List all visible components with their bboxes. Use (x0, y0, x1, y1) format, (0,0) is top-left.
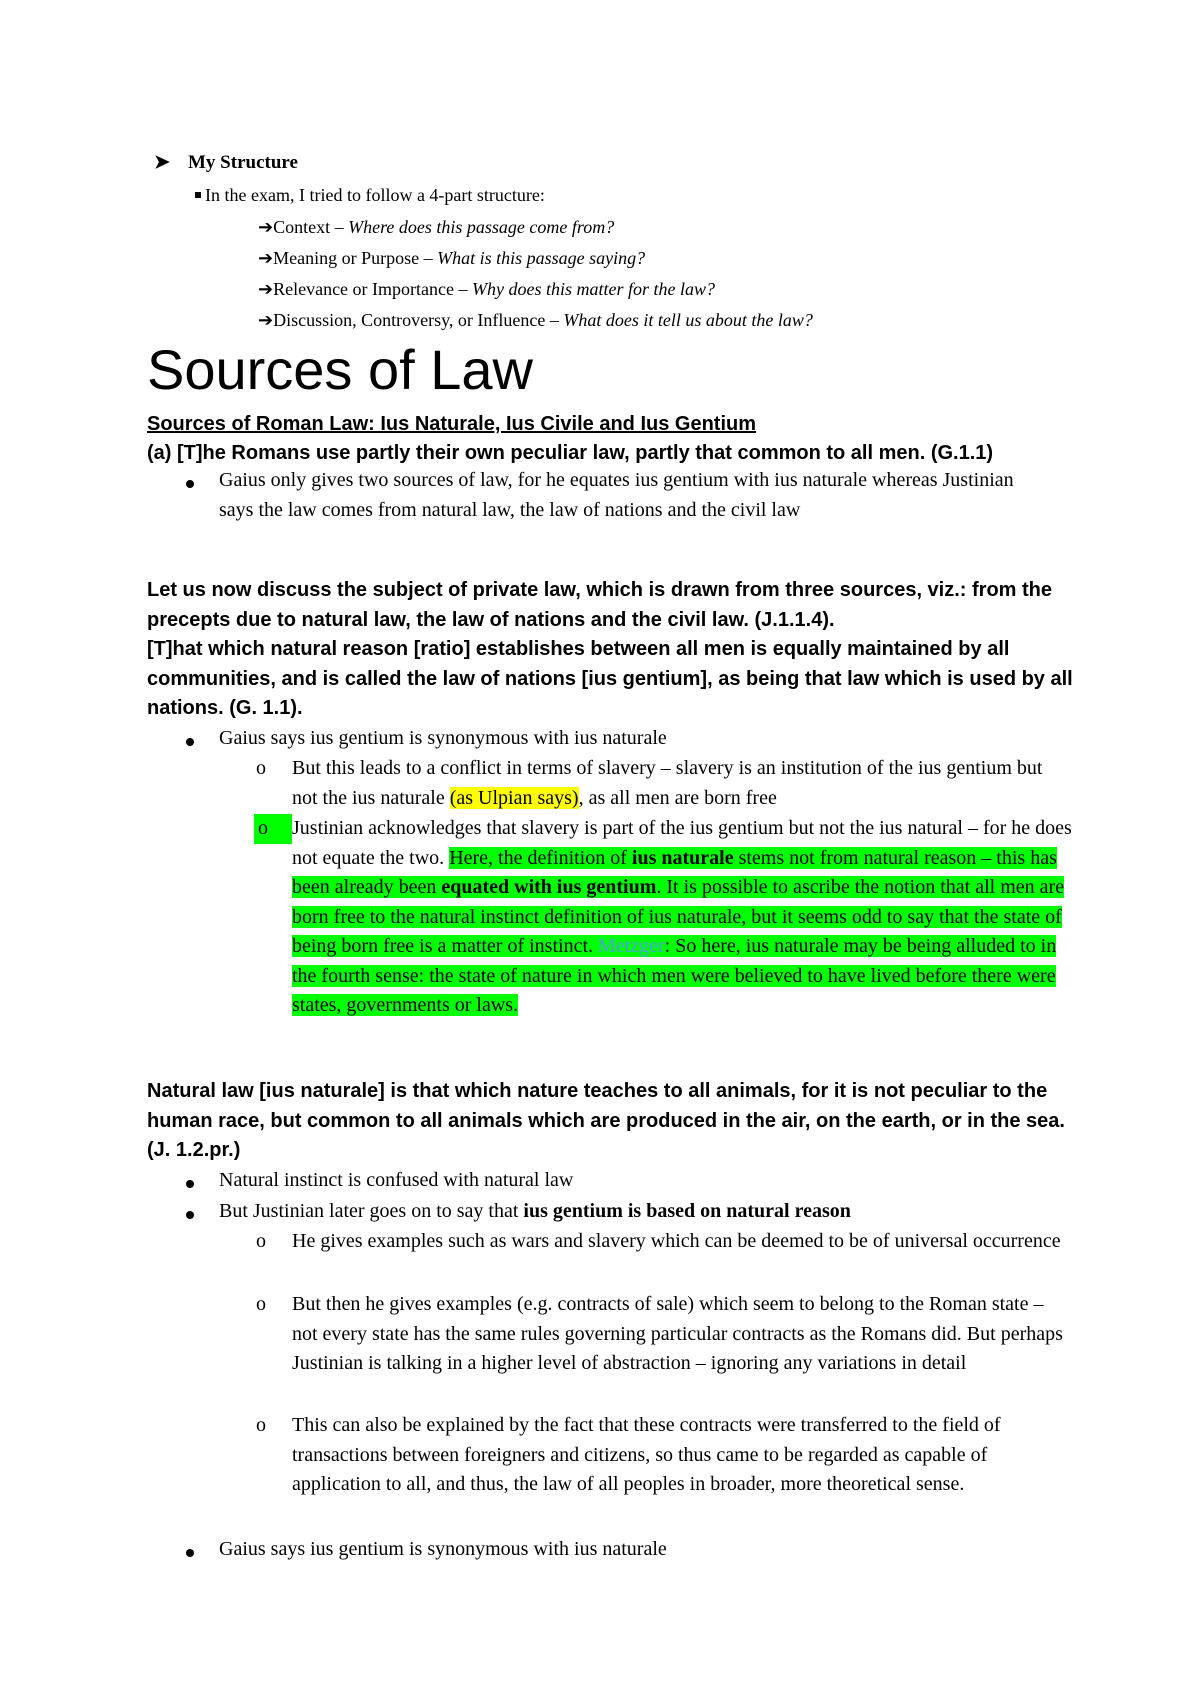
bullet-icon (186, 1211, 194, 1219)
highlight-yellow: (as Ulpian says) (449, 786, 579, 809)
list-item: Gaius says ius gentium is synonymous with ius naturale (219, 727, 667, 749)
right-arrow-icon: ➔ (258, 248, 274, 268)
bullet-icon (186, 1549, 194, 1557)
list-item: But Justinian later goes on to say that ius gentium is based on natural reason (219, 1200, 851, 1222)
bullet-icon (186, 738, 194, 746)
circle-bullet-icon: o (256, 1414, 266, 1436)
structure-intro: In the exam, I tried to follow a 4-part structure: (205, 184, 545, 206)
right-arrow-icon: ➔ (258, 279, 274, 299)
quote-justinian-1: Let us now discuss the subject of private law, which is drawn from three sources, viz.: from the precepts due to natural law, the law of nations and the civil law. (J.1.1.4). (147, 579, 1053, 631)
list-item: Natural instinct is confused with natural law (219, 1169, 574, 1191)
structure-item: ➔Relevance or Importance – Why does this matter for the law? (258, 279, 715, 299)
circle-bullet-icon: o (256, 1230, 266, 1252)
circle-bullet-icon: o (256, 757, 266, 779)
structure-item: ➔Meaning or Purpose – What is this passage saying? (258, 248, 646, 268)
section-heading: Sources of Roman Law: Ius Naturale, Ius Civile and Ius Gentium (147, 413, 757, 435)
structure-item: ➔Discussion, Controversy, or Influence – What does it tell us about the law? (258, 310, 813, 330)
list-item: But this leads to a conflict in terms of slavery – slavery is an institution of the ius gentium but not the ius naturale (as Ulpian says), as all men are born free (292, 757, 1043, 809)
page-title: Sources of Law (147, 338, 533, 401)
reference-metzger: Metzger (598, 935, 665, 957)
arrowhead-bullet-icon: ➤ (154, 152, 170, 173)
list-item: Gaius says ius gentium is synonymous with ius naturale (219, 1538, 667, 1560)
circle-bullet-icon: o (256, 1293, 266, 1315)
list-item: But then he gives examples (e.g. contracts of sale) which seem to belong to the Roman state – not every state has the same rules governing particular contracts as the Romans did. But perhaps Justinian is talking in a higher level of abstraction – ignoring any variations in detail (292, 1293, 1063, 1374)
right-arrow-icon: ➔ (258, 310, 274, 330)
structure-item: ➔Context – Where does this passage come from? (258, 217, 615, 237)
quote-justinian-2: Natural law [ius naturale] is that which nature teaches to all animals, for it is not peculiar to the human race, but common to all animals which are produced in the air, on the earth, or in the sea. (J. 1.2.pr.) (147, 1080, 1065, 1161)
right-arrow-icon: ➔ (258, 217, 274, 237)
square-bullet-icon (195, 192, 201, 198)
quote-gaius-1: (a) [T]he Romans use partly their own peculiar law, partly that common to all men. (G.1.1) (147, 442, 994, 464)
document-page: ➤ My Structure In the exam, I tried to follow a 4-part structure: ➔Context – Where does this passage come from? ➔Meaning or Purpose – What is this passage saying? ➔Relevance or Importance – Why does this matter for the law? ➔Discussion, Controversy, or Influence – What does it tell us about the law? Sources of Law Sources of Roman Law: Ius Naturale, Ius Civile and Ius Gentium (a) [T]he Romans use partly their own peculiar law, partly that common to all men. (G.1.1) Gaius only gives two sources of law, for he equates ius gentium with ius naturale whereas Justinian says the law comes from natural law, the law of nations and the civil law Let us now discuss the subject of private law, which is drawn from three sources, viz.: from the precepts due to natural law, the law of nations and the civil law. (J.1.1.4). [T]hat which natural reason [ratio] establishes between all men is equally maintained by all communities, and is called the law of nations [ius gentium], as being that law which is used by all nations. (G. 1.1). Gaius says ius gentium is synonymous with ius naturale o But this leads to a conflict in terms of slavery – slavery is an institution of the ius gentium but not the ius naturale (as Ulpian says), as all men are born free o Justinian acknowledges that slavery is part of the ius gentium but not the ius natural – for he does not equate the two. Here, the definition of ius naturale stems not from natural reason – this has been already been equated with ius gentium. It is possible to ascribe the notion that all men are born free to the natural instinct definition of ius naturale, but it seems odd to say that the state of being born free is a matter of instinct. Metzger: So here, ius naturale may be being alluded to in the fourth sense: the state of nature in which men were believed to have lived before there were states, governments or laws. Natural law [ius naturale] is that which nature teaches to all animals, for it is not peculiar to the human race, but common to all animals which are produced in the air, on the earth, or in the sea. (J. 1.2.pr.) Natural instinct is confused with natural law But Justinian later goes on to say that ius gentium is based on natural reason o He gives examples such as wars and slavery which can be deemed to be of universal occurrence o But then he gives examples (e.g. contracts of sale) which seem to belong to the Roman state – not every state has the same rules governing particular contracts as the Romans did. But perhaps Justinian is talking in a higher level of abstraction – ignoring any variations in detail o This can also be explained by the fact that these contracts were transferred to the field of transactions between foreigners and citizens, so thus came to be regarded as capable of application to all, and thus, the law of all peoples in broader, more theoretical sense. Gaius says ius gentium is synonymous with ius naturale (0, 0, 1200, 1698)
list-item: Justinian acknowledges that slavery is part of the ius gentium but not the ius natural – for he does not equate the two. Here, the definition of ius naturale stems not from natural reason – this has been already been equated with ius gentium. It is possible to ascribe the notion that all men are born free to the natural instinct definition of ius naturale, but it seems odd to say that the state of being born free is a matter of instinct. Metzger: So here, ius naturale may be being alluded to in the fourth sense: the state of nature in which men were believed to have lived before there were states, governments or laws. (292, 817, 1072, 1016)
list-item: He gives examples such as wars and slavery which can be deemed to be of universal occurrence (292, 1230, 1061, 1252)
list-item: This can also be explained by the fact that these contracts were transferred to the field of transactions between foreigners and citizens, so thus came to be regarded as capable of application to all, and thus, the law of all peoples in broader, more theoretical sense. (292, 1414, 1001, 1495)
circle-bullet-icon: o (254, 814, 292, 844)
bullet-icon (186, 1180, 194, 1188)
quote-gaius-2: [T]hat which natural reason [ratio] establishes between all men is equally maintained by all communities, and is called the law of nations [ius gentium], as being that law which is used by all nations. (G. 1.1). (147, 638, 1073, 719)
bullet-icon (186, 480, 194, 488)
list-item: Gaius only gives two sources of law, for he equates ius gentium with ius naturale whereas Justinian says the law comes from natural law, the law of nations and the civil law (219, 469, 1014, 521)
